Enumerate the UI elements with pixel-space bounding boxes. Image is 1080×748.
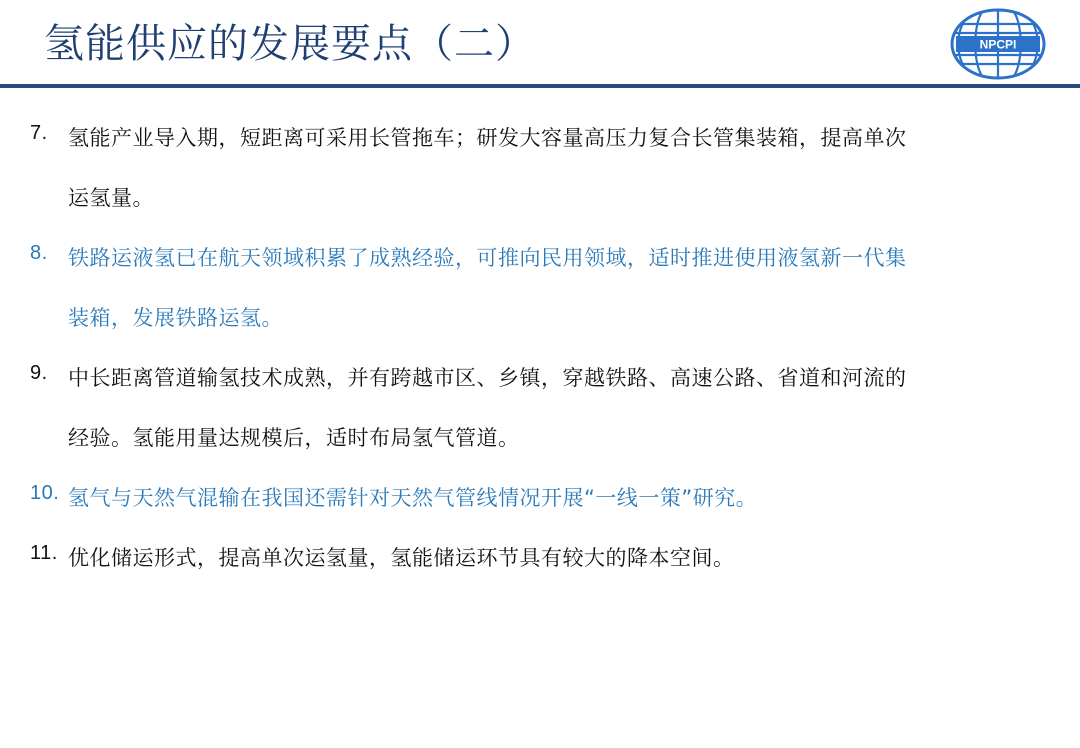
slide-header	[0, 0, 1080, 88]
npcpi-logo-icon	[948, 6, 1048, 82]
item-line: 氢气与天然气混输在我国还需针对天然气管线情况开展“一线一策”研究。	[68, 486, 758, 510]
item-number: 7.	[30, 122, 48, 144]
item-line: 优化储运形式，提高单次运氢量，氢能储运环节具有较大的降本空间。	[68, 546, 735, 570]
item-line: 中长距离管道输氢技术成熟，并有跨越市区、乡镇，穿越铁路、高速公路、省道和河流的	[68, 366, 907, 390]
item-line: 氢能产业导入期，短距离可采用长管拖车；研发大容量高压力复合长管集装箱，提高单次	[68, 126, 907, 150]
item-line: 装箱，发展铁路运氢。	[68, 306, 283, 330]
item-number: 11.	[30, 542, 58, 564]
slide-title: 氢能供应的发展要点（二）	[44, 21, 536, 67]
item-number: 10.	[30, 482, 60, 504]
item-line: 运氢量。	[68, 186, 154, 210]
item-number: 8.	[30, 242, 48, 264]
item-number: 9.	[30, 362, 48, 384]
logo-text: NPCPI	[979, 37, 1017, 52]
item-line: 铁路运液氢已在航天领域积累了成熟经验，可推向民用领域，适时推进使用液氢新一代集	[68, 246, 907, 270]
header-divider	[0, 84, 1080, 88]
item-line: 经验。氢能用量达规模后，适时布局氢气管道。	[68, 426, 520, 450]
